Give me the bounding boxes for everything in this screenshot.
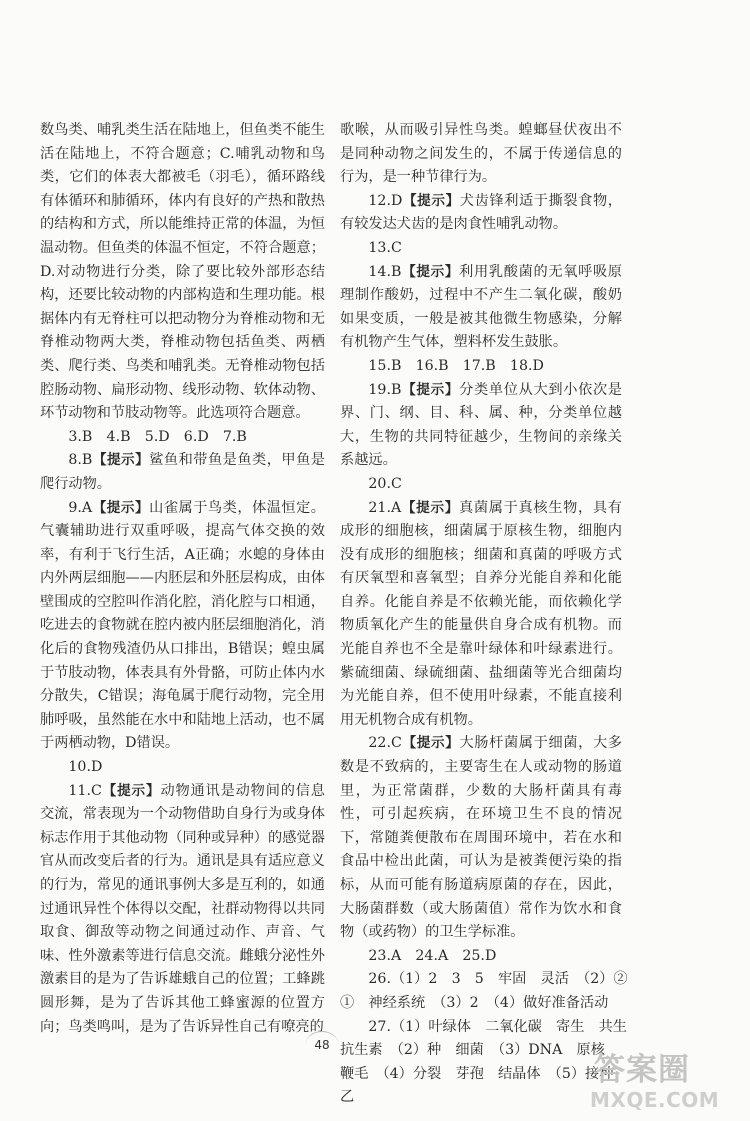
answers-23-25: 23.A 24.A 25.D (368, 947, 497, 964)
hint-label: 【提示】 (401, 263, 460, 280)
answer-12 (340, 190, 622, 237)
answer-22 (340, 732, 622, 944)
answer-19-text: 分类单位从大到小依次是界、门、纲、目、科、属、种，分类单位越大，生物的共同特征越少，生物间的亲缘关系越远。 (340, 381, 622, 469)
answer-21 (340, 497, 622, 733)
answer-11 (40, 780, 325, 1040)
hint-label: 【提示】 (92, 499, 150, 516)
hint-label: 【提示】 (401, 735, 460, 752)
hint-label: 【提示】 (402, 192, 460, 209)
hint-label: 【提示】 (401, 499, 460, 516)
answers-3-7: 3.B 4.B 5.D 6.D 7.B (68, 428, 247, 445)
watermark-top-text: 答案圈 (594, 1052, 690, 1088)
answer-9-text: 山雀属于鸟类，体温恒定。气囊辅助进行双重呼吸，提高气体交换的效率，有利于飞行生活，A正确；水螅的身体由内外两层细胞——内胚层和外胚层构成，由体壁围成的空腔叫作消化腔，消化腔与口相通，吃进去的食物就在腔内被内胚层细胞消化，消化后的食物残渣仍从口排出，B错误；蝗虫属于节肢动物，体表具有外骨骼，可防止体内水分散失，C错误；海龟属于爬行动物，完全用肺呼吸，虽然能在水中和陆地上活动，也不属于两栖动物，D错误。 (40, 499, 325, 752)
answer-26-line-1: 26.（1）2 3 5 牢固 灵活 （2）② (368, 971, 628, 988)
answer-27-line-2: 抗生素 （2）种 细菌 （3）DNA 原核 (340, 1042, 605, 1059)
answer-14-number: 14.B (368, 263, 402, 280)
answer-26-line-2: ① 神经系统 （3）2 （4）做好准备活动 (340, 994, 609, 1011)
answer-20: 20.C (368, 475, 402, 492)
hint-label: 【提示】 (101, 782, 161, 799)
answer-8 (40, 449, 325, 496)
answer-21-text: 真菌属于真核生物，具有成形的细胞核，细菌属于原核生物，细胞内没有成形的细胞核；细菌和真菌的呼吸方式有厌氧型和喜氧型；自养分光能自养和化能自养。化能自养是不依赖光能，而依赖化学物质氧化产生的能量供自身合成有机物。而光能自养也不全是靠叶绿体和叶绿素进行。紫硫细菌、绿硫细菌、盐细菌等光合细菌均为光能自养，但不使用叶绿素，不能直接利用无机物合成有机物。 (340, 499, 622, 728)
answers-15-18: 15.B 16.B 17.B 18.D (368, 357, 544, 374)
answer-9 (40, 497, 325, 757)
answer-22-text: 大肠杆菌属于细菌，大多数是不致病的，主要寄生在人或动物的肠道里，为正常菌群，少数的大肠杆菌具有毒性，可引起疾病，在环境卫生不良的情况下，常随粪便散布在周围环境中，若在水和食品中检出此菌，可认为是被粪便污染的指标，从而可能有肠道病原菌的存在，因此，大肠菌群数（或大肠菌值）常作为饮水和食物（或药物）的卫生学标准。 (340, 735, 622, 941)
answer-19 (340, 379, 622, 473)
watermark-logo (590, 1052, 740, 1114)
answer-8-text: 鲨鱼和带鱼是鱼类，甲鱼是爬行动物。 (40, 452, 325, 492)
answer-12-number: 12.D (368, 192, 403, 209)
answer-22-number: 22.C (368, 735, 402, 752)
answer-19-number: 19.B (368, 381, 402, 398)
left-column (40, 119, 325, 1039)
paragraph-continued: 数鸟类、哺乳类生活在陆地上，但鱼类不能生活在陆地上，不符合题意；C.哺乳动物和鸟类，它们的体表大都被毛（羽毛），循环路线有体循环和肺循环，体内有良好的产热和散热的结构和方式，所以能维持正常的体温，为恒温动物。但鱼类的体温不恒定，不符合题意；D.对动物进行分类，除了要比较外部形态结构，还要比较动物的内部构造和生理功能。根据体内有无脊柱可以把动物分为脊椎动物和无脊椎动物两大类，脊椎动物包括鱼类、两栖类、爬行类、鸟类和哺乳类。无脊椎动物包括腔肠动物、扁形动物、线形动物、软体动物、环节动物和节肢动物等。此选项符合题意。 (40, 122, 325, 422)
hint-label: 【提示】 (401, 381, 460, 398)
hint-label: 【提示】 (92, 452, 150, 469)
answer-9-number: 9.A (68, 499, 93, 516)
right-column (340, 119, 628, 1110)
answer-11-number: 11.C (68, 782, 102, 799)
answer-21-number: 21.A (368, 499, 402, 516)
answer-8-number: 8.B (68, 452, 93, 469)
answer-11-text: 动物通讯是动物间的信息交流，常表现为一个动物借助自身行为或身体标志作用于其他动物（同种或异种）的感觉器官从而改变后者的行为。通讯是具有适应意义的行为，常见的通讯事例大多是互利的，如通过通讯异性个体得以交配，社群动物得以共同取食、御敌等动物之间通过动作、声音、气味、性外激素等进行信息交流。雌蛾分泌性外激素目的是为了告诉雄蛾自己的位置；工蜂跳圆形舞，是为了告诉其他工蜂蜜源的位置方向；鸟类鸣叫，是为了告诉异性自己有嘹亮的 (40, 782, 325, 1035)
answer-27-line-1: 27.（1）叶绿体 二氧化碳 寄生 共生 (368, 1018, 627, 1035)
answer-14 (340, 261, 622, 355)
answer-27-line-3: 鞭毛 （4）分裂 芽孢 结晶体 （5）接种 (340, 1065, 614, 1082)
watermark-bottom-text: MXQE.COM (590, 1088, 720, 1112)
answer-14-text: 利用乳酸菌的无氧呼吸原理制作酸奶，过程中不产生二氧化碳，酸奶如果变质，一般是被其他微生物感染，分解有机物产生气体，塑料杯发生鼓胀。 (340, 263, 622, 351)
answer-13: 13.C (368, 239, 402, 256)
answer-27-line-4: 乙 (340, 1089, 355, 1106)
answer-12-text: 犬齿锋利适于撕裂食物，有较发达犬齿的是肉食性哺乳动物。 (340, 192, 622, 233)
paragraph-continued: 歌喉，从而吸引异性鸟类。蝗螂昼伏夜出不是同种动物之间发生的，不属于传递信息的行为，是一种节律行为。 (340, 122, 622, 186)
page-number: 48 (314, 1038, 330, 1052)
answer-10: 10.D (68, 759, 103, 776)
